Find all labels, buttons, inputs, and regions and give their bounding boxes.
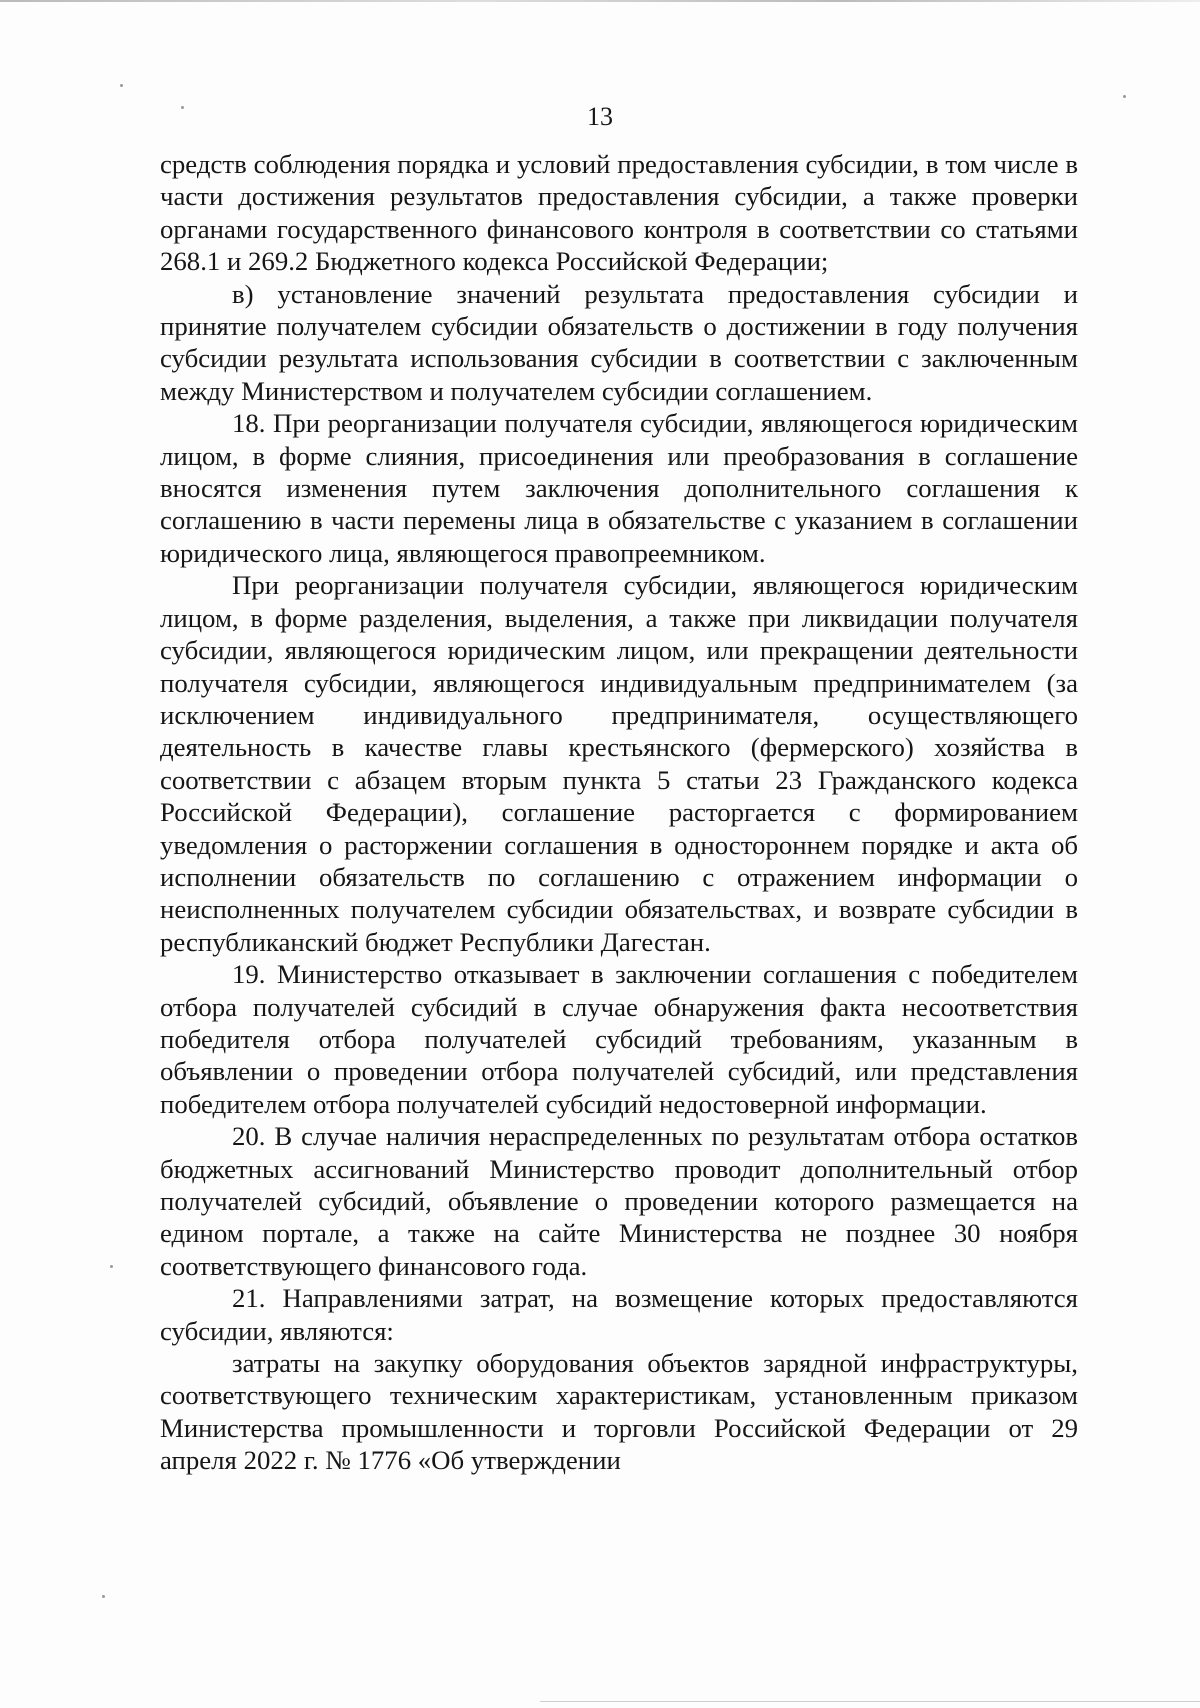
- paragraph-20: 20. В случае наличия нераспределенных по результатам отбора остатков бюджетных ассигнований Министерство проводит дополнительный отбор получателей субсидий, объявление о проведении которого размещается на едином портале, а также на сайте Министерства не позднее 30 ноября соответствующего финансового года.: [160, 1121, 1078, 1281]
- scan-speck: [181, 106, 184, 109]
- page-number: 13: [587, 102, 613, 131]
- paragraph-item-v: в) установление значений результата предоставления субсидии и принятие получателем субсидии обязательств о достижении в году получения субсидии результата использования субсидии в соответствии с заключенным между Министерством и получателем субсидии соглашением.: [160, 278, 1078, 406]
- paragraph-18: 18. При реорганизации получателя субсидии, являющегося юридическим лицом, в форме слияния, присоединения или преобразования в соглашение вносятся изменения путем заключения дополнительного соглашения к соглашению в части перемены лица в обязательстве с указанием в соглашении юридического лица, являющегося правопреемником.: [160, 408, 1078, 568]
- paragraph-19: 19. Министерство отказывает в заключении соглашения с победителем отбора получателей субсидий в случае обнаружения факта несоответствия победителя отбора получателей субсидий требованиям, указанным в объявлении о проведении отбора получателей субсидий, или представления победителем отбора получателей субсидий недостоверной информации.: [160, 959, 1078, 1119]
- scan-speck: [120, 84, 123, 87]
- scan-edge-top: [0, 0, 1200, 2]
- scan-speck: [110, 1265, 113, 1268]
- paragraph-21: 21. Направлениями затрат, на возмещение которых предоставляются субсидии, являются:: [160, 1283, 1078, 1346]
- paragraph-continuation: средств соблюдения порядка и условий предоставления субсидии, в том числе в части достижения результатов предоставления субсидии, а также проверки органами государственного финансового контроля в соответствии со статьями 268.1 и 269.2 Бюджетного кодекса Российской Федерации;: [160, 149, 1078, 277]
- scan-speck: [102, 1595, 105, 1598]
- scan-speck: [1123, 95, 1126, 98]
- scan-edge-bottom: [540, 1701, 1200, 1702]
- paragraph-reorganization: При реорганизации получателя субсидии, являющегося юридическим лицом, в форме разделения, выделения, а также при ликвидации получателя субсидии, являющегося юридическим лицом, или прекращении деятельности получателя субсидии, являющегося индивидуальным предпринимателем (за исключением индивидуального предпринимателя, осуществляющего деятельность в качестве главы крестьянского (фермерского) хозяйства в соответствии с абзацем вторым пункта 5 статьи 23 Гражданского кодекса Российской Федерации), соглашение расторгается с формированием уведомления о расторжении соглашения в одностороннем порядке и акта об исполнении обязательств по соглашению с отражением информации о неисполненных получателем субсидии обязательствах, и возврате субсидии в республиканский бюджет Республики Дагестан.: [160, 570, 1078, 957]
- document-body: [160, 148, 1078, 1477]
- paragraph-costs: затраты на закупку оборудования объектов зарядной инфраструктуры, соответствующего техническим характеристикам, установленным приказом Министерства промышленности и торговли Российской Федерации от 29 апреля 2022 г. № 1776 «Об утверждении: [160, 1348, 1078, 1476]
